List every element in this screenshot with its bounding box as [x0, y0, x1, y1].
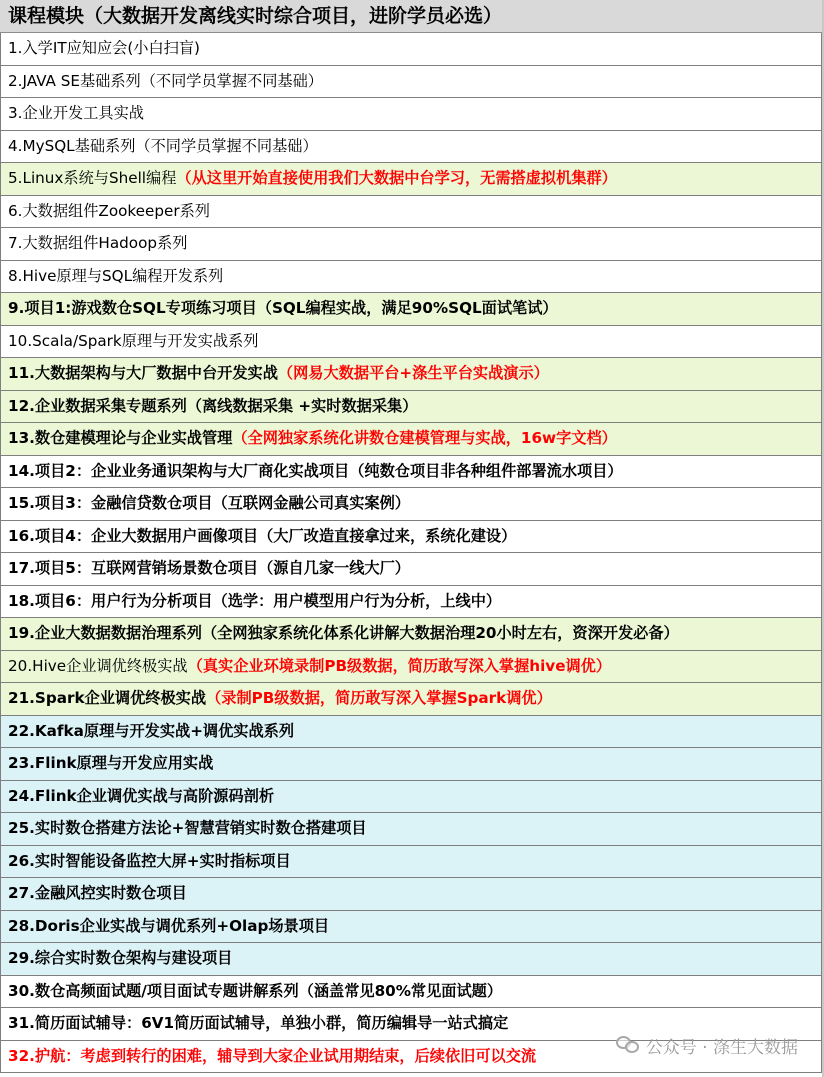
course-row	[0, 163, 822, 196]
course-row	[0, 196, 822, 229]
course-title: 5.Linux系统与Shell编程	[8, 169, 177, 187]
course-title: 16.项目4：企业大数据用户画像项目（大厂改造直接拿过来，系统化建设）	[8, 526, 517, 545]
course-title: 21.Spark企业调优终极实战	[8, 689, 207, 707]
course-title: 6.大数据组件Zookeeper系列	[8, 201, 210, 220]
course-highlight: （录制PB级数据，简历敢写深入掌握Spark调优）	[206, 689, 552, 707]
course-title: 29.综合实时数仓架构与建设项目	[8, 949, 233, 967]
course-row	[0, 748, 822, 781]
course-highlight: （全网独家系统化讲数仓建模管理与实战，16w字文档）	[232, 429, 617, 447]
course-title: 3.企业开发工具实战	[8, 104, 144, 122]
course-highlight: （真实企业环境录制PB级数据，简历敢写深入掌握hive调优）	[187, 656, 612, 675]
course-title: 7.大数据组件Hadoop系列	[8, 234, 188, 252]
course-row	[0, 391, 822, 424]
course-row	[0, 33, 822, 66]
course-row	[0, 326, 822, 359]
course-row	[0, 261, 822, 294]
course-title: 31.简历面试辅导：6V1简历面试辅导，单独小群，简历编辑导一站式搞定	[8, 1014, 509, 1032]
course-row	[0, 1008, 822, 1041]
course-title: 30.数仓高频面试题/项目面试专题讲解系列（涵盖常见80%常见面试题）	[8, 981, 503, 1000]
course-row	[0, 66, 822, 99]
course-row	[0, 716, 822, 749]
course-row	[0, 911, 822, 944]
course-row	[0, 683, 822, 716]
course-row	[0, 521, 822, 554]
course-title: 9.项目1:游戏数仓SQL专项练习项目（SQL编程实战，满足90%SQL面试笔试）	[8, 299, 558, 317]
course-title: 8.Hive原理与SQL编程开发系列	[8, 266, 224, 285]
course-title: 10.Scala/Spark原理与开发实战系列	[8, 331, 259, 350]
course-title: 25.实时数仓搭建方法论+智慧营销实时数仓搭建项目	[8, 819, 367, 837]
course-row	[0, 781, 822, 814]
course-row	[0, 423, 822, 456]
course-row	[0, 488, 822, 521]
course-row	[0, 553, 822, 586]
course-row	[0, 878, 822, 911]
course-row	[0, 651, 822, 684]
table-title: 课程模块（大数据开发离线实时综合项目，进阶学员必选）	[0, 0, 822, 33]
course-row	[0, 1041, 822, 1074]
course-title: 28.Doris企业实战与调优系列+Olap场景项目	[8, 916, 330, 935]
course-title: 12.企业数据采集专题系列（离线数据采集 +实时数据采集）	[8, 396, 418, 415]
course-row	[0, 976, 822, 1009]
course-row	[0, 943, 822, 976]
course-row	[0, 618, 822, 651]
course-row	[0, 293, 822, 326]
course-title: 15.项目3：金融信贷数仓项目（互联网金融公司真实案例）	[8, 494, 410, 512]
course-title: 4.MySQL基础系列（不同学员掌握不同基础）	[8, 136, 318, 155]
course-title: 20.Hive企业调优终极实战	[8, 656, 188, 675]
course-title: 1.入学IT应知应会(小白扫盲)	[8, 39, 200, 57]
watermark-text: 公众号 · 涤生大数据	[645, 1037, 798, 1058]
course-title: 14.项目2：企业业务通识架构与大厂商化实战项目（纯数仓项目非各种组件部署流水项目）	[8, 461, 623, 480]
course-row	[0, 813, 822, 846]
course-highlight: （网易大数据平台+涤生平台实战演示）	[277, 364, 549, 382]
course-title: 22.Kafka原理与开发实战+调优实战系列	[8, 721, 295, 740]
course-row	[0, 228, 822, 261]
course-title: 2.JAVA SE基础系列（不同学员掌握不同基础）	[8, 71, 323, 90]
course-row	[0, 98, 822, 131]
course-row	[0, 846, 822, 879]
course-title: 17.项目5：互联网营销场景数仓项目（源自几家一线大厂）	[8, 559, 410, 577]
course-row	[0, 358, 822, 391]
course-title: 11.大数据架构与大厂数据中台开发实战	[8, 364, 278, 382]
course-row	[0, 456, 822, 489]
course-title: 24.Flink企业调优实战与高阶源码剖析	[8, 786, 275, 805]
course-title: 26.实时智能设备监控大屏+实时指标项目	[8, 851, 291, 870]
course-title: 19.企业大数据数据治理系列（全网独家系统化体系化讲解大数据治理20小时左右，资深开发必备）	[8, 624, 679, 642]
course-row	[0, 131, 822, 164]
course-title: 13.数仓建模理论与企业实战管理	[8, 429, 233, 447]
course-title: 32.护航：考虑到转行的困难，辅导到大家企业试用期结束，后续依旧可以交流	[8, 1046, 537, 1065]
course-title: 23.Flink原理与开发应用实战	[8, 754, 214, 772]
course-row	[0, 586, 822, 619]
course-title: 18.项目6：用户行为分析项目（选学：用户模型用户行为分析，上线中）	[8, 591, 502, 610]
course-title: 27.金融风控实时数仓项目	[8, 884, 187, 902]
course-highlight: （从这里开始直接使用我们大数据中台学习，无需搭虚拟机集群）	[176, 169, 617, 187]
